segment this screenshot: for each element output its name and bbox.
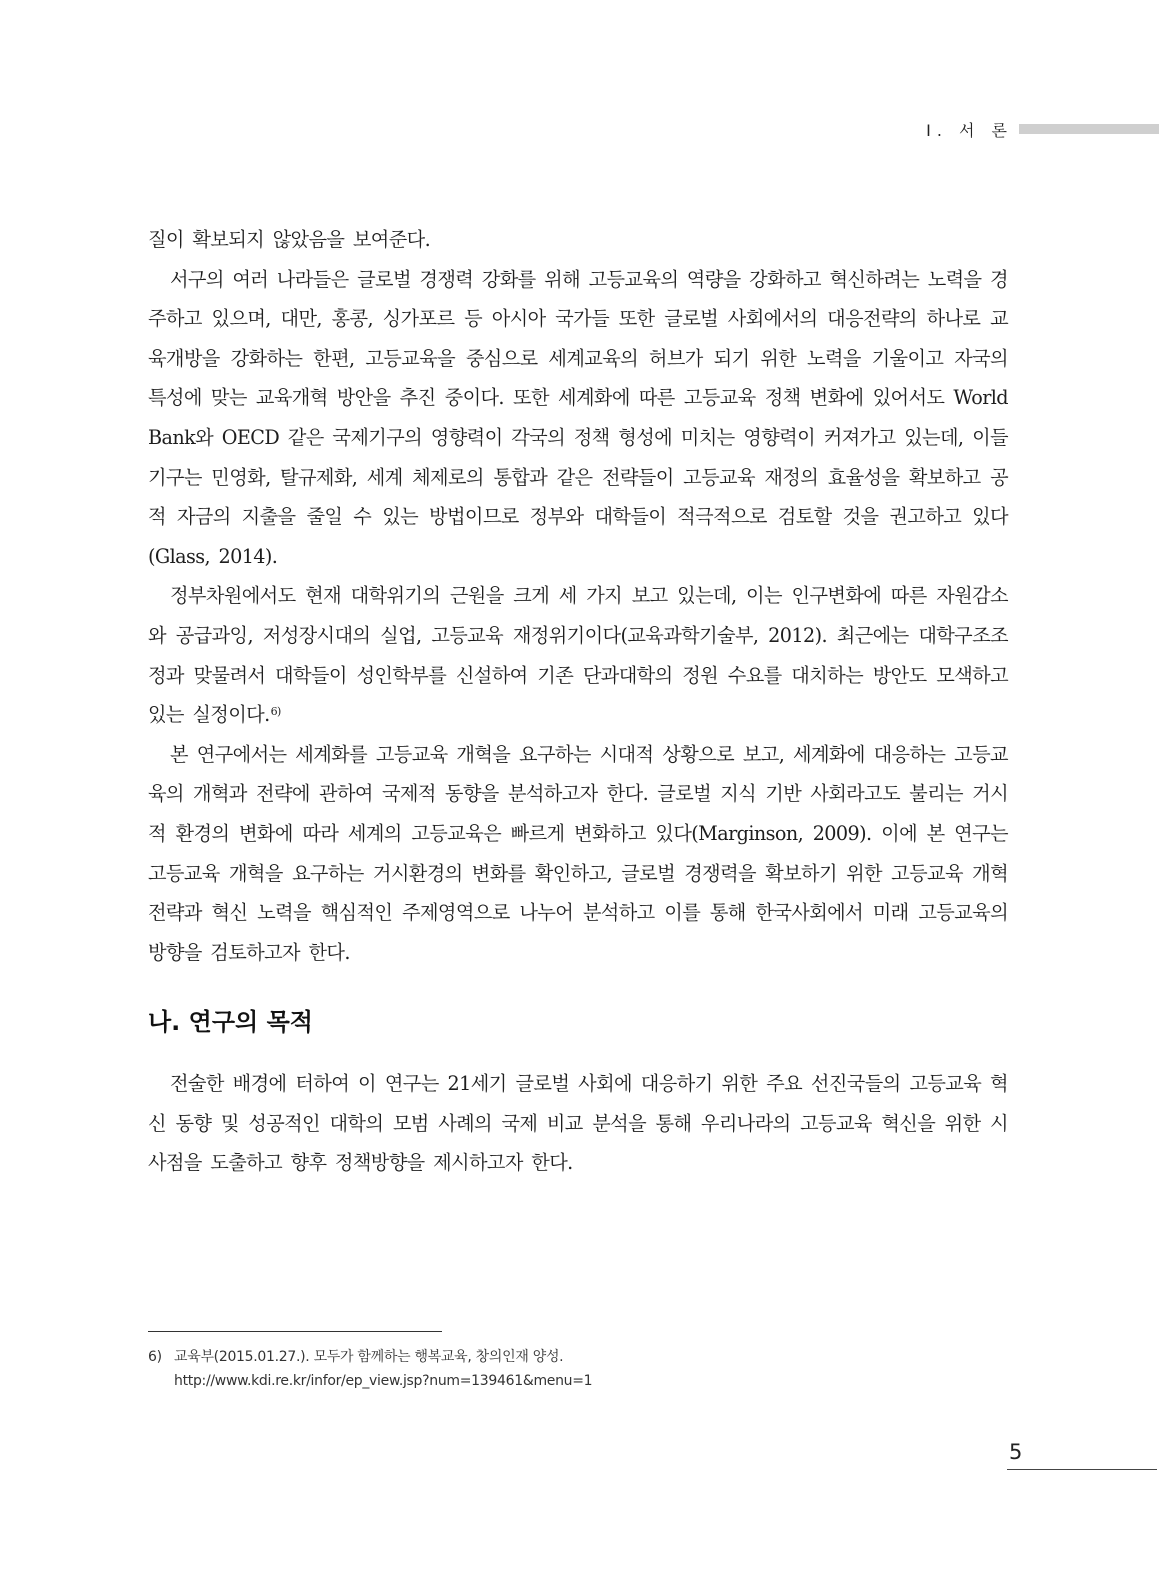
chapter-title: Ⅰ. 서 론 (926, 120, 1013, 140)
footnote-number: 6) (148, 1349, 162, 1365)
footnote-divider (148, 1331, 442, 1332)
footnote-url[interactable]: http://www.kdi.re.kr/infor/ep_view.jsp?num=139461&menu=1 (174, 1373, 593, 1389)
paragraph: 질이 확보되지 않았음을 보여준다. (148, 228, 431, 251)
section-heading: 나. 연구의 목적 (148, 1008, 313, 1036)
footnote-text: 교육부(2015.01.27.). 모두가 함께하는 행복교육, 창의인재 양성. (174, 1349, 564, 1365)
footnote-line (148, 1345, 1008, 1369)
paragraph-text: 정부차원에서도 현재 대학위기의 근원을 크게 세 가지 보고 있는데, 이는 인구변화에 따른 자원감소와 공급과잉, 저성장시대의 실업, 고등교육 재정위기이다(교육과학기술부, 2012). 최근에는 대학구조조정과 맞물려서 대학들이 성인학부를 신설하여 기존 단과대학의 정원 수요를 대치하는 방안도 모색하고 있는 실정이다. (148, 584, 1008, 727)
page-number: 5 (1009, 1440, 1023, 1464)
paragraph (148, 576, 1008, 734)
body-text (148, 220, 1008, 972)
page-number-rule (1007, 1469, 1157, 1470)
header-bar (1019, 124, 1159, 134)
footnote (148, 1345, 1008, 1393)
paragraph: 서구의 여러 나라들은 글로벌 경쟁력 강화를 위해 고등교육의 역량을 강화하고 혁신하려는 노력을 경주하고 있으며, 대만, 홍콩, 싱가포르 등 아시아 국가들 또한 글로벌 사회에서의 대응전략의 하나로 교육개방을 강화하는 한편, 고등교육을 중심으로 세계교육의 허브가 되기 위한 노력을 기울이고 자국의 특성에 맞는 교육개혁 방안을 추진 중이다. 또한 세계화에 따른 고등교육 정책 변화에 있어서도 World Bank와 OECD 같은 국제기구의 영향력이 각국의 정책 형성에 미치는 영향력이 커져가고 있는데, 이들 기구는 민영화, 탈규제화, 세계 체제로의 통합과 같은 전략들이 고등교육 재정의 효율성을 확보하고 공적 자금의 지출을 줄일 수 있는 방법이므로 정부와 대학들이 적극적으로 검토할 것을 권고하고 있다(Glass, 2014). (148, 267, 1008, 568)
paragraph: 전술한 배경에 터하여 이 연구는 21세기 글로벌 사회에 대응하기 위한 주요 선진국들의 고등교육 혁신 동향 및 성공적인 대학의 모범 사례의 국제 비교 분석을 통해 우리나라의 고등교육 혁신을 위한 시사점을 도출하고 향후 정책방향을 제시하고자 한다. (148, 1072, 1008, 1175)
section-body (148, 1064, 1008, 1183)
running-header (926, 118, 1159, 140)
paragraph: 본 연구에서는 세계화를 고등교육 개혁을 요구하는 시대적 상황으로 보고, 세계화에 대응하는 고등교육의 개혁과 전략에 관하여 국제적 동향을 분석하고자 한다. 글로벌 지식 기반 사회라고도 불리는 거시적 환경의 변화에 따라 세계의 고등교육은 빠르게 변화하고 있다(Marginson, 2009). 이에 본 연구는 고등교육 개혁을 요구하는 거시환경의 변화를 확인하고, 글로벌 경쟁력을 확보하기 위한 고등교육 개혁 전략과 혁신 노력을 핵심적인 주제영역으로 나누어 분석하고 이를 통해 한국사회에서 미래 고등교육의 방향을 검토하고자 한다. (148, 742, 1008, 964)
footnote-reference[interactable]: 6) (270, 705, 281, 719)
